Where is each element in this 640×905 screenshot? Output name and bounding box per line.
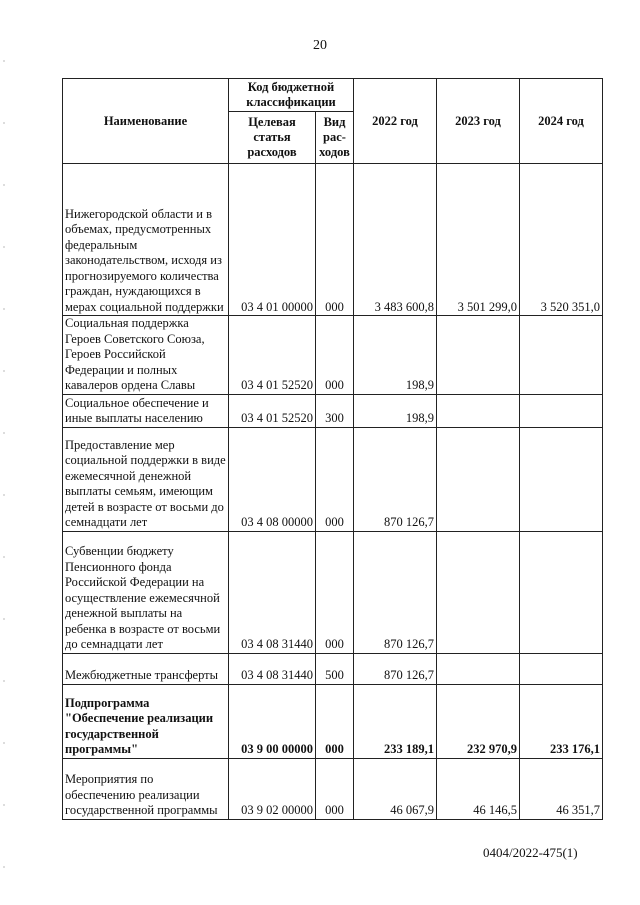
row-code: 03 4 01 52520	[229, 316, 316, 395]
table-row	[63, 531, 603, 653]
row-name: Межбюджетные трансферты	[63, 653, 229, 684]
row-code: 03 9 00 00000	[229, 684, 316, 758]
budget-table	[62, 78, 603, 820]
row-code: 03 4 08 31440	[229, 531, 316, 653]
header-name: Наименование	[63, 79, 229, 164]
row-name: Социальное обеспечение и иные выплаты населению	[63, 394, 229, 427]
header-code-group: Код бюджетной классификации	[229, 79, 354, 112]
row-name: Социальная поддержка Героев Советского Союза, Героев Российской Федерации и полных кавалеров ордена Славы	[63, 316, 229, 395]
row-name: Подпрограмма "Обеспечение реализации государственной программы"	[63, 684, 229, 758]
header-2022: 2022 год	[354, 79, 437, 164]
row-2022: 870 126,7	[354, 653, 437, 684]
row-2023: 3 501 299,0	[437, 164, 520, 316]
row-2024	[520, 427, 603, 531]
header-kind: Вид рас-ходов	[316, 112, 354, 164]
row-name: Нижегородской области и в объемах, предусмотренных федеральным законодательством, исходя из прогнозируемого количества граждан, нуждающихся в мерах социальной поддержки	[63, 164, 229, 316]
row-name: Предоставление мер социальной поддержки в виде ежемесячной денежной выплаты семьям, имеющим детей в возрасте от восьми до семнадцати лет	[63, 427, 229, 531]
scan-edge-marks	[3, 0, 5, 905]
row-2022: 870 126,7	[354, 531, 437, 653]
row-2023	[437, 316, 520, 395]
table-row	[63, 164, 603, 316]
row-2022: 46 067,9	[354, 758, 437, 819]
page-number: 20	[313, 38, 327, 53]
row-2024: 46 351,7	[520, 758, 603, 819]
row-name: Субвенции бюджету Пенсионного фонда Российской Федерации на осуществление ежемесячной денежной выплаты на ребенка в возрасте от восьми до семнадцати лет	[63, 531, 229, 653]
row-2024	[520, 316, 603, 395]
header-2023: 2023 год	[437, 79, 520, 164]
row-name: Мероприятия по обеспечению реализации государственной программы	[63, 758, 229, 819]
row-2022: 3 483 600,8	[354, 164, 437, 316]
row-2022: 870 126,7	[354, 427, 437, 531]
row-kind: 000	[316, 684, 354, 758]
table-row	[63, 316, 603, 395]
row-2022: 198,9	[354, 316, 437, 395]
table-row	[63, 653, 603, 684]
header-target-article: Целевая статья расходов	[229, 112, 316, 164]
table-row	[63, 684, 603, 758]
row-kind: 300	[316, 394, 354, 427]
header-2024: 2024 год	[520, 79, 603, 164]
row-2023	[437, 394, 520, 427]
row-code: 03 4 01 52520	[229, 394, 316, 427]
row-kind: 000	[316, 316, 354, 395]
row-kind: 000	[316, 531, 354, 653]
row-2023: 232 970,9	[437, 684, 520, 758]
row-2023	[437, 427, 520, 531]
row-2024: 233 176,1	[520, 684, 603, 758]
table-row	[63, 394, 603, 427]
row-2023	[437, 653, 520, 684]
row-2022: 198,9	[354, 394, 437, 427]
row-kind: 500	[316, 653, 354, 684]
row-2024	[520, 394, 603, 427]
row-code: 03 4 08 00000	[229, 427, 316, 531]
document-code: 0404/2022-475(1)	[483, 845, 578, 860]
row-kind: 000	[316, 758, 354, 819]
row-2024: 3 520 351,0	[520, 164, 603, 316]
row-2024	[520, 653, 603, 684]
table-row	[63, 427, 603, 531]
row-2024	[520, 531, 603, 653]
row-kind: 000	[316, 427, 354, 531]
row-2023: 46 146,5	[437, 758, 520, 819]
row-code: 03 9 02 00000	[229, 758, 316, 819]
row-kind: 000	[316, 164, 354, 316]
row-code: 03 4 01 00000	[229, 164, 316, 316]
row-2023	[437, 531, 520, 653]
row-code: 03 4 08 31440	[229, 653, 316, 684]
row-2022: 233 189,1	[354, 684, 437, 758]
table-row	[63, 758, 603, 819]
